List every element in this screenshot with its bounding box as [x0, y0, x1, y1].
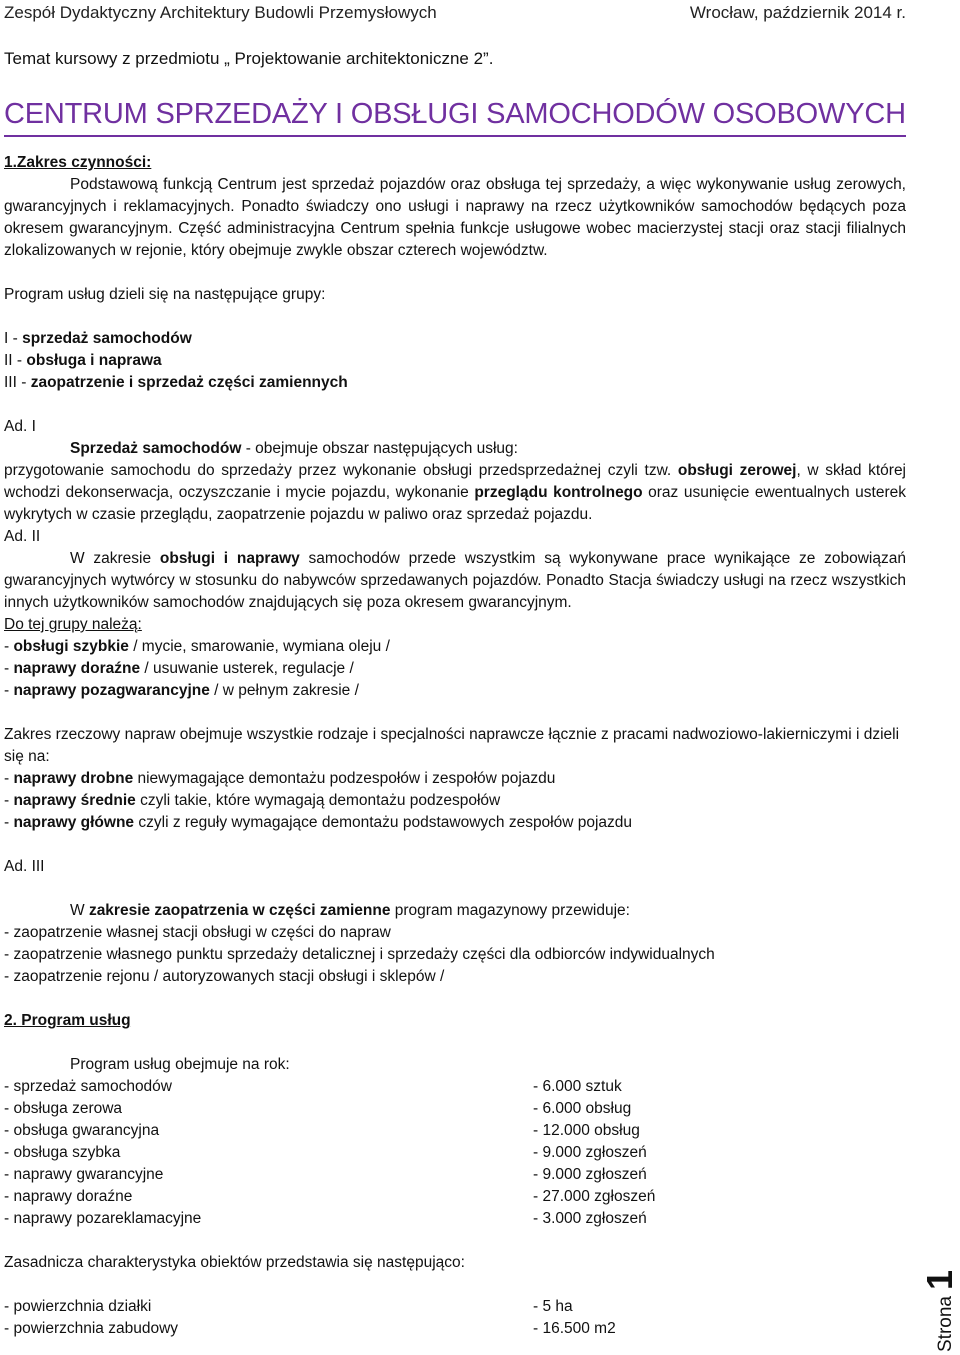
ad-3-label: Ad. III: [4, 858, 45, 875]
table-row: - powierzchnia działki - 5 ha: [4, 1298, 573, 1315]
ad-2-label: Ad. II: [4, 528, 41, 545]
characteristics-table: [4, 1296, 616, 1340]
group-item: I - sprzedaż samochodów: [4, 330, 192, 347]
ad-1-label: Ad. I: [4, 418, 36, 435]
title-underline: [4, 135, 906, 137]
service-item: - naprawy doraźne / usuwanie usterek, regulacje /: [4, 660, 354, 677]
table-row: - sprzedaż samochodów - 6.000 sztuk: [4, 1078, 622, 1095]
table-row: - obsługa szybka - 9.000 zgłoszeń: [4, 1144, 647, 1161]
table-row: - naprawy doraźne - 27.000 zgłoszeń: [4, 1188, 656, 1205]
service-item: - obsługi szybkie / mycie, smarowanie, wymiana oleju /: [4, 638, 390, 655]
ad-1-heading: Sprzedaż samochodów - obejmuje obszar następujących usług:: [70, 440, 518, 457]
page-number: 1: [919, 1269, 960, 1291]
table-row: - naprawy gwarancyjne - 9.000 zgłoszeń: [4, 1166, 647, 1183]
repair-item: - naprawy średnie czyli takie, które wymagają demontażu podzespołów: [4, 792, 501, 809]
document-title: CENTRUM SPRZEDAŻY I OBSŁUGI SAMOCHODÓW OSOBOWYCH: [4, 98, 906, 130]
groups-intro: Program usług dzieli się na następujące grupy:: [4, 286, 326, 303]
program-intro: Program usług obejmuje na rok:: [70, 1056, 290, 1073]
document-page: [4, 0, 906, 1340]
section-1-heading: 1.Zakres czynności:: [4, 154, 152, 171]
table-row: - powierzchnia zabudowy - 16.500 m2: [4, 1320, 616, 1337]
group-item: III - zaopatrzenie i sprzedaż części zamiennych: [4, 374, 348, 391]
service-item: - naprawy pozagwarancyjne / w pełnym zakresie /: [4, 682, 359, 699]
ad-3-heading: W zakresie zaopatrzenia w części zamienne program magazynowy przewiduje:: [70, 902, 630, 919]
page-header: [4, 0, 906, 26]
ad-2-paragraph: W zakresie obsługi i naprawy samochodów przede wszystkim są wykonywane prace wynikające ze zobowiązań gwarancyjnych wytwórcy w stosunku do nabywców sprzedawanych pojazdów. Ponadto Stacja świadczy usługi na rzecz wszystkich innych użytkowników samochodów znajdujących się poza okresem gwarancyjnym.: [4, 550, 906, 611]
table-row: - obsługa gwarancyjna - 12.000 obsług: [4, 1122, 640, 1139]
table-row: - naprawy pozareklamacyjne - 3.000 zgłoszeń: [4, 1210, 647, 1227]
supply-item: - zaopatrzenie własnego punktu sprzedaży detalicznej i sprzedaży części dla odbiorców indywidualnych: [4, 946, 715, 963]
repair-item: - naprawy główne czyli z reguły wymagające demontażu podstawowych zespołów pojazdu: [4, 814, 633, 831]
repair-scope: Zakres rzeczowy napraw obejmuje wszystkie rodzaje i specjalności naprawcze łącznie z pracami nadwoziowo-lakierniczymi i dzieli się na:: [4, 726, 900, 765]
supply-item: - zaopatrzenie własnej stacji obsługi w części do napraw: [4, 924, 391, 941]
table-row: - obsługa zerowa - 6.000 obsług: [4, 1100, 632, 1117]
section-2-heading: 2. Program usług: [4, 1012, 131, 1029]
section-1-paragraph: Podstawową funkcją Centrum jest sprzedaż pojazdów oraz obsługa tej sprzedaży, a więc wykonywanie usług zerowych, gwarancyjnych i reklamacyjnych. Ponadto świadczy ono usługi i naprawy na rzecz użytkowników samochodów będących poza okresem gwarancyjnym. Część administracyjna Centrum spełnia funkcje usługowe wobec macierzystej stacji oraz stacji filialnych zlokalizowanych w rejonie, który obejmuje zwykle obszar czterech województw.: [4, 176, 906, 259]
group-item: II - obsługa i naprawa: [4, 352, 162, 369]
page-label: Strona: [935, 1296, 956, 1352]
characteristics-intro: Zasadnicza charakterystyka obiektów przedstawia się następująco:: [4, 1254, 465, 1271]
program-table: [4, 1076, 655, 1230]
header-date: Wrocław, październik 2014 r.: [689, 3, 906, 22]
ad-2-group-intro: Do tej grupy należą:: [4, 616, 142, 633]
supply-item: - zaopatrzenie rejonu / autoryzowanych stacji obsługi i sklepów /: [4, 968, 445, 985]
header-institution: Zespół Dydaktyczny Architektury Budowli Przemysłowych: [4, 3, 437, 22]
repair-item: - naprawy drobne niewymagające demontażu podzespołów i zespołów pojazdu: [4, 770, 556, 787]
page-number-footer: [914, 1240, 958, 1352]
ad-1-paragraph: przygotowanie samochodu do sprzedaży przez wykonanie obsługi przedsprzedażnej czyli tzw. obsługi zerowej, w skład której wchodzi dekonserwacja, oczyszczanie i mycie pojazdu, wykonanie przeglądu kontrolnego oraz usunięcie ewentualnych usterek wykrytych w czasie przeglądu, zaopatrzenie pojazdu w paliwo oraz sprzedaż pojazdu.: [4, 462, 907, 523]
course-topic: Temat kursowy z przedmiotu „ Projektowanie architektoniczne 2”.: [4, 49, 494, 68]
